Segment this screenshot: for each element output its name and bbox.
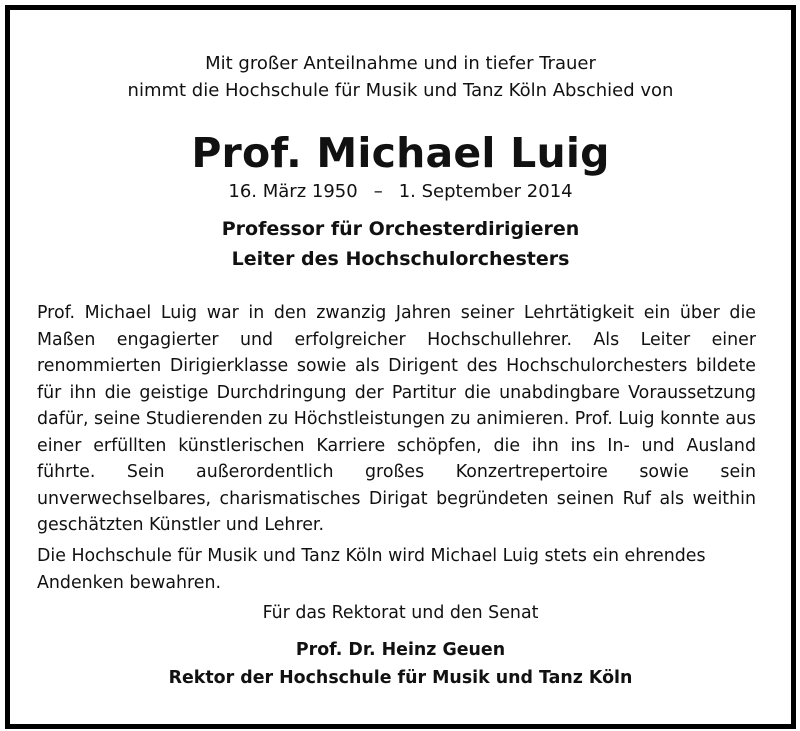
intro-line-2: nimmt die Hochschule für Musik und Tanz Köln Abschied von: [127, 80, 674, 101]
intro-text: [10, 50, 791, 104]
professional-titles: [10, 214, 791, 274]
closing-paragraph: Die Hochschule für Musik und Tanz Köln wird Michael Luig stets ein ehrendes Andenken bewahren.: [37, 546, 706, 593]
birth-date: 16. März 1950: [228, 181, 358, 202]
signer-title: Rektor der Hochschule für Musik und Tanz Köln: [168, 668, 633, 688]
signer-name: Prof. Dr. Heinz Geuen: [295, 640, 506, 660]
date-separator: –: [373, 181, 383, 202]
intro-line-1: Mit großer Anteilnahme und in tiefer Trauer: [205, 53, 596, 74]
tribute-paragraph: Prof. Michael Luig war in den zwanzig Jahren seiner Lehrtätigkeit ein über die Maßen engagierter und erfolgreicher Hochschullehrer. Als Leiter einer renommierten Dirigierklasse sowie als Dirigent des Hochschulorchesters bildete für ihn die geistige Durchdringung der Partitur die unabdingbare Voraussetzung dafür, seine Studierenden zu Höchstleistungen zu animieren. Prof. Luig konnte aus einer erfüllten künstlerischen Karriere schöpfen, die ihn ins In- und Ausland führte. Sein außerordentlich großes Konzertrepertoire sowie sein unverwechselbares, charismatisches Dirigat begründeten seinen Ruf als weithin geschätzten Künstler und Lehrer.: [37, 303, 756, 535]
obituary-notice: [5, 5, 796, 729]
title-line-1: Professor für Orchesterdirigieren: [221, 218, 580, 240]
life-dates: [10, 179, 791, 205]
deceased-name: Prof. Michael Luig: [191, 129, 610, 177]
title-line-2: Leiter des Hochschulorchesters: [231, 248, 570, 270]
death-date: 1. September 2014: [398, 181, 573, 202]
on-behalf-line: Für das Rektorat und den Senat: [262, 603, 539, 623]
signature-block: [10, 636, 791, 692]
